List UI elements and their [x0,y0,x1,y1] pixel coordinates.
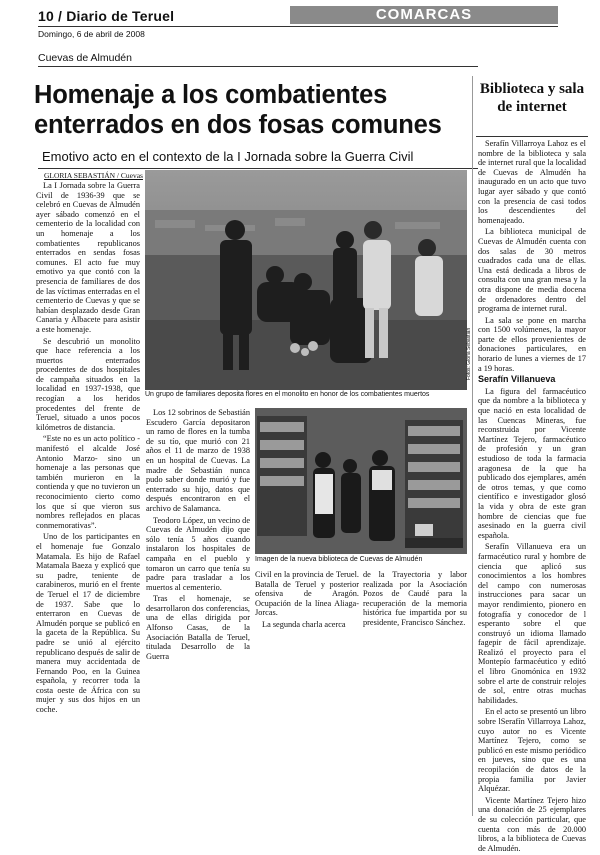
article-paragraph: Se descubrió un monolito que hace referencia a los muertos enterrados procedentes de dos hospitales de campaña situados en la localidad en 1937-1938, que recogían a los heridos procedentes del frente de Teruel, situado a unos pocos kilómetros de distancia. [36,336,140,432]
sidebar-rule [476,136,588,137]
sidebar-paragraph: En el acto se presentó un libro sobre lSerafín Villarroya Lahoz, cuyo autor no es Vicente Martínez Tejero, como se publicó en este mismo periódico en jueves, sino que es una recopilación de datos de la propia familia por Javier Alquézar. [478,707,586,794]
article-column-4 [363,570,467,630]
sidebar-paragraph: Vicente Martínez Tejero hizo una donación de 25 ejemplares de su colección particular, que cuenta con más de 20.000 libros, a la biblioteca de Cuevas de Almudén. [478,795,586,853]
article-paragraph: “Este no es un acto político -manifestó el alcalde José Antonio Marzo- sino un homenaje a las personas que también murieron en la contienda y que no tuvieron un reconocimiento cierto como los que sí que vieron sus nombres reflejados en placas conmemorativas”. [36,434,140,530]
article-column-2 [146,408,250,663]
photo-caption-2: Imagen de la nueva biblioteca de Cuevas de Almudén [255,556,423,563]
article-paragraph: Tras el homenaje, se desarrollaron dos conferencias, una de ellas dirigida por Alfonso Casas, de la Asociación Batalla de Teruel, titulada Desarrollo de la Guerra [146,594,250,661]
sidebar-title: Biblioteca y sala de internet [479,81,585,115]
article-paragraph: Los 12 sobrinos de Sebastián Escudero García depositaron un ramo de flores en la tumba de su tío, que murió con 21 años el 11 de marzo de 1938 en un hospital de Cuevas. La madre de Sebastián nunca pudo saber donde murió y fue enterrado su hijo, datos que después encontraron en el archivo de Salamanca. [146,408,250,513]
issue-date: Domingo, 6 de abril de 2008 [38,29,145,39]
article-paragraph: Teodoro López, un vecino de Cuevas de Almudén dijo que sólo tenía 5 años cuando instalaron los hospitales de campaña en el pueblo y tomaron un carro que tenía su padre para trasladar a los muertos al cementerio. [146,515,250,592]
sidebar-paragraph: La sala se pone en marcha con 1500 volúmenes, la mayor parte de ellos provenientes de donaciones particulares, en horario de lunes a viernes de 17 a 19 horas. [478,315,586,373]
sidebar-paragraph: Serafín Villarroya Lahoz es el nombre de la biblioteca y sala de internet rural que la localidad de Cuevas de Almudén ha inaugurado en un acto que tuvo lugar ayer sábado y que contó con la presencia de casi todos los descendientes del homenajeado. [478,139,586,225]
library-photo [255,408,467,554]
page-number-label: 10 / Diario de Teruel [38,8,175,24]
cemetery-photo-image [145,170,467,390]
photo-credit: Fotos: Gloria Sebastián [466,327,472,380]
headline: Homenaje a los combatientes enterrados en dos fosas comunes [34,81,442,139]
article-paragraph: La I Jornada sobre la Guerra Civil de 1936-39 que se celebró en Cuevas de Almudén ayer sábado comenzó en el cementerio de la localidad con un homenaje a los combatientes republicanos enterrados en sendas fosas comunes. El acto fue muy emotivo ya que contó con la presencia de familiares de dos de las víctimas enterradas en el cementerio de Cuevas y que se habían desplazado desde Gran Canaria y Albacete para asistir a este homenaje. [36,181,140,334]
article-column-3 [255,570,359,632]
sidebar-paragraph: La figura del farmacéutico que da nombre a la biblioteca y que nació en esta localidad de las Cuencas Mineras, fue reconstruida por Vicente Martínez Tejero, farmacéutico de profesión y un gran estudioso de toda la farmacia aragonesa de la que ha publicado dos ejemplares, amén de otros temas, y que como científico e investigador glosó la vida y obra de este gran hombre de ciencias que fue asesinado en la guerra civil española. [478,386,586,540]
locality-label: Cuevas de Almudén [38,52,132,64]
cemetery-photo [145,170,467,390]
article-paragraph: de la Trayectoria y labor realizada por la Asociación Pozos de Caudé para la recuperación de la memoria histórica fue impartida por su presidente, Francisco Sánchez. [363,570,467,627]
header-rule [38,26,558,27]
article-paragraph: La segunda charla acerca [262,619,346,629]
library-photo-image [255,408,467,554]
sidebar-subsection-title: Serafín Villanueva [478,374,556,385]
article-paragraph: Civil en la provincia de Teruel. Batalla de Teruel y posterior ofensiva de Aragón. Ocupación de la línea Aliaga-Jorcas. [255,570,359,618]
sidebar-column [478,139,586,855]
subheadline: Emotivo acto en el contexto de la I Jornada sobre la Guerra Civil [42,149,414,164]
sidebar-paragraph: La biblioteca municipal de Cuevas de Almudén cuenta con dos salas de 30 metros cuadrados cada una de ellas. Una está dedicada a libros de consulta con una gran mesa y la otra dispone de media docena de ordenadores dentro del programa de internet rural. [478,227,586,314]
section-banner: COMARCAS [290,6,558,24]
photo-caption-1: Un grupo de familiares deposita flores en el monolito en honor de los combatientes muertos [145,391,430,398]
article-paragraph: Uno de los participantes en el homenaje fue Gonzalo Matamala. Es hijo de Rafael Matamala Baeza y explicó que su padre, teniente de carabineros, murió en el frente de Teruel el 17 de diciembre de 1937. Sabe que lo enterraron en Cuevas de Almudén porque se publicó en la gaceta de la República. Su padre se unió al ejército republicano después de salir de manera muy accidentada de Fernando Poo, en la Guinea española, y recorrer toda la costa oeste de África con su mujer y sus dos hijos en un coche. [36,532,140,715]
locality-rule [38,66,478,67]
sidebar-paragraph: Serafín Villanueva era un farmacéutico rural y hombre de ciencia que aplicó sus conocimientos a los hombres del campo con numerosas instrucciones para sacar un mayor rendimiento, pionero en fotografía y conocedor de l esperanto sobre el que construyó un idioma llamado fagepir de fácil aprendizaje. Realizó el proyecto para el Montepío farmacéutico y editó el libro Gnomónica en 1932 sobre el arte de construir relojes de sol, entre otras muchas habilidades. [478,542,586,705]
column-divider [472,76,473,816]
byline: GLORIA SEBASTIÁN / Cuevas [44,171,143,180]
subheadline-rule [38,168,478,169]
article-column-1 [36,181,140,717]
